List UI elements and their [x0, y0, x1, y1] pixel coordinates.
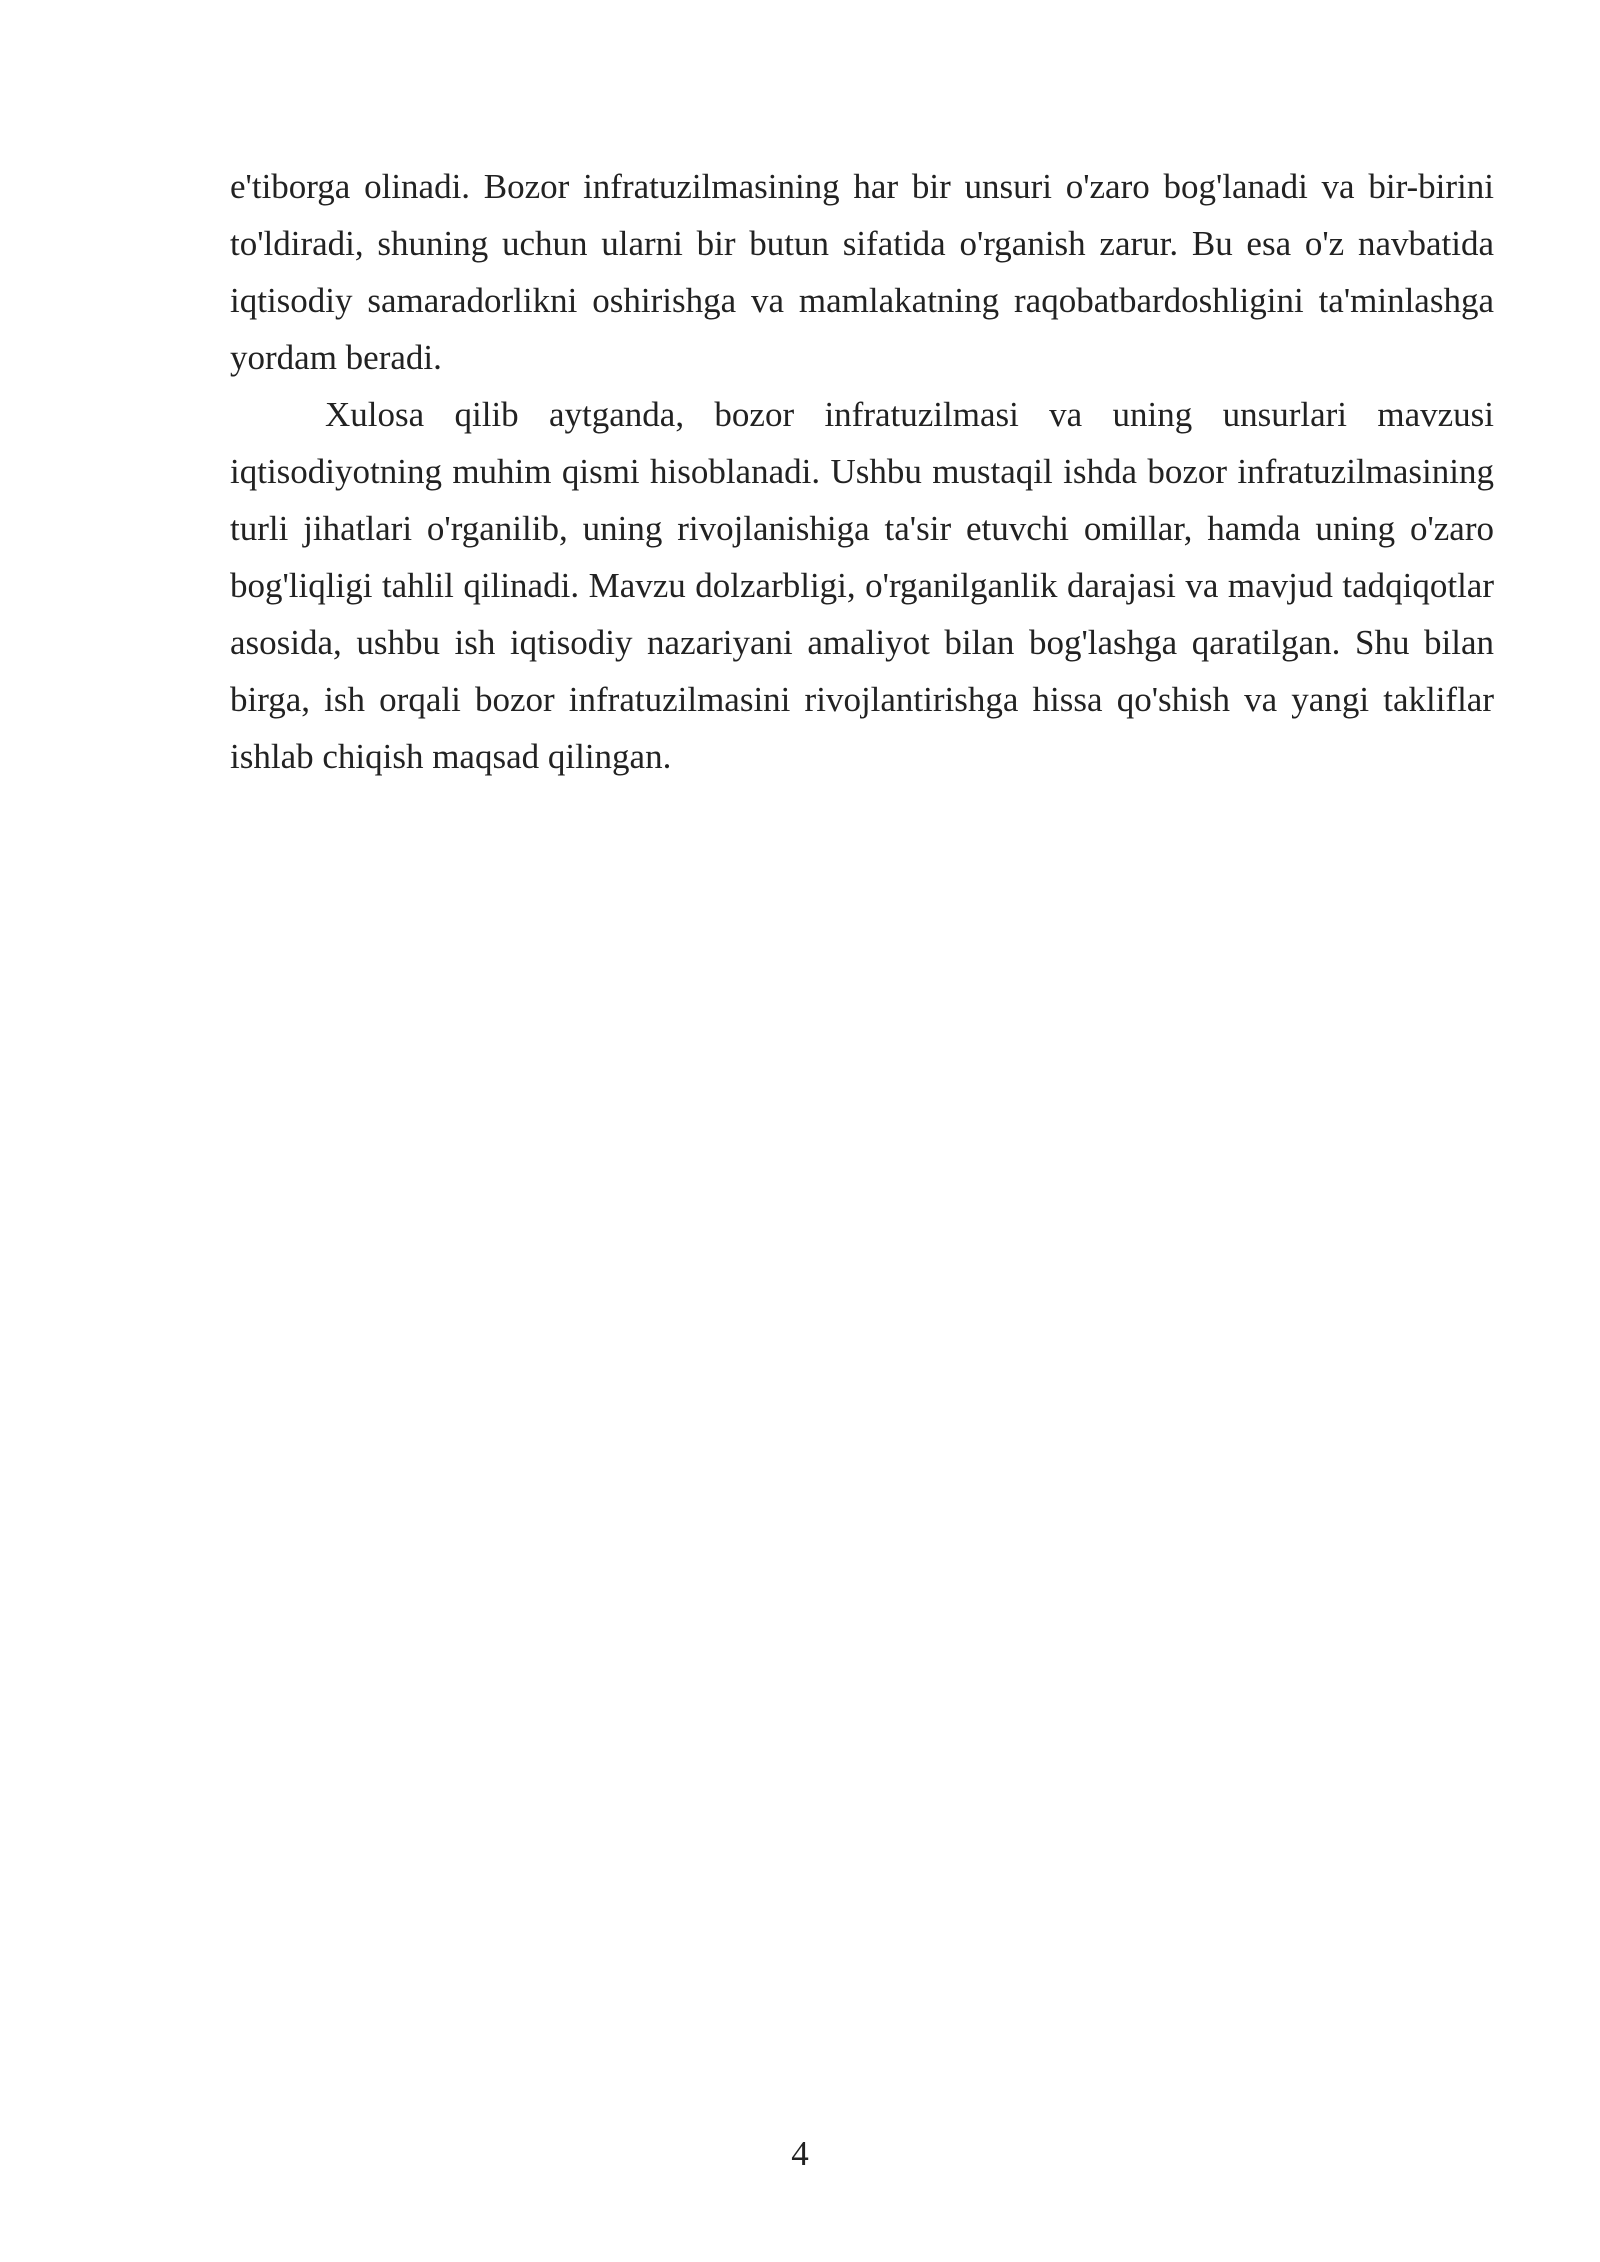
- page-number: 4: [791, 2134, 809, 2173]
- paragraph-conclusion: Xulosa qilib aytganda, bozor infratuzilmasi va uning unsurlari mavzusi iqtisodiyotning muhim qismi hisoblanadi. Ushbu mustaqil ishda bozor infratuzilmasining turli jihatlari o'rganilib, uning rivojlanishiga ta'sir etuvchi omillar, hamda uning o'zaro bog'liqligi tahlil qilinadi. Mavzu dolzarbligi, o'rganilganlik darajasi va mavjud tadqiqotlar asosida, ushbu ish iqtisodiy nazariyani amaliyot bilan bog'lashga qaratilgan. Shu bilan birga, ish orqali bozor infratuzilmasini rivojlantirishga hissa qo'shish va yangi takliflar ishlab chiqish maqsad qilingan.: [230, 395, 1494, 776]
- body-text: [230, 158, 1494, 785]
- paragraph-continuation: e'tiborga olinadi. Bozor infratuzilmasining har bir unsuri o'zaro bog'lanadi va bir-birini to'ldiradi, shuning uchun ularni bir butun sifatida o'rganish zarur. Bu esa o'z navbatida iqtisodiy samaradorlikni oshirishga va mamlakatning raqobatbardoshligini ta'minlashga yordam beradi.: [230, 167, 1494, 377]
